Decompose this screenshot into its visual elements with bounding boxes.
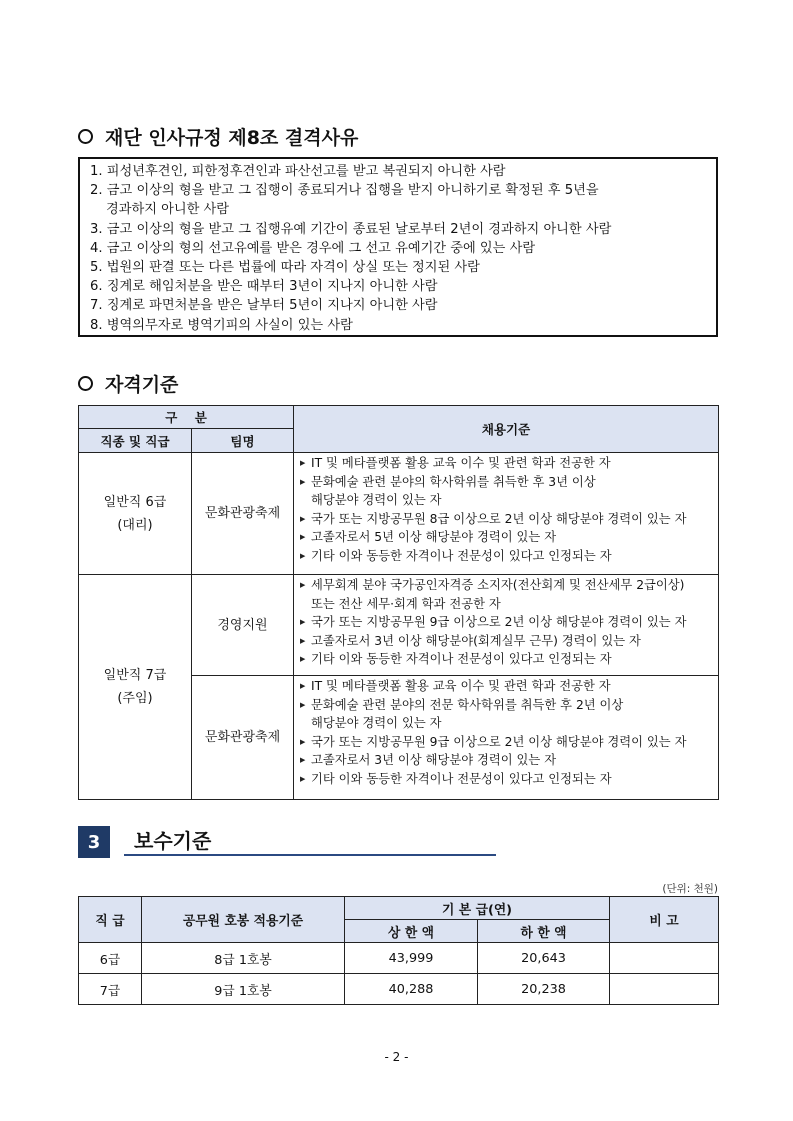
note-cell — [610, 974, 719, 1005]
criteria-item — [300, 576, 714, 613]
circle-bullet-icon — [78, 129, 93, 144]
criteria-item — [300, 510, 714, 529]
grade-cell: 6급 — [79, 943, 142, 974]
criteria-item-text: 국가 또는 지방공무원 9급 이상으로 2년 이상 해당분야 경력이 있는 자 — [311, 615, 687, 629]
header-group: 구 분 — [79, 406, 294, 429]
criteria-item — [300, 751, 714, 770]
salary-table — [78, 896, 719, 1005]
criteria-item — [300, 528, 714, 547]
triangle-bullet-icon: ▶ — [300, 581, 306, 589]
grade-cell: 7급 — [79, 974, 142, 1005]
criteria-item-text: IT 및 메타플랫폼 활용 교육 이수 및 관련 학과 전공한 자 — [311, 679, 611, 693]
disqualification-line: 8. 병역의무자로 병역기피의 사실이 있는 사람 — [90, 317, 353, 333]
triangle-bullet-icon: ▶ — [300, 533, 306, 541]
section-1-title: 재단 인사규정 제8조 결격사유 — [105, 127, 359, 149]
upper-cell: 40,288 — [345, 974, 478, 1005]
triangle-bullet-icon: ▶ — [300, 618, 306, 626]
team-cell: 문화관광축제 — [192, 676, 294, 800]
triangle-bullet-icon: ▶ — [300, 756, 306, 764]
disqualification-line: 5. 법원의 판결 또는 다른 법률에 따라 자격이 상실 또는 정지된 사람 — [90, 260, 480, 276]
criteria-item-text: 국가 또는 지방공무원 8급 이상으로 2년 이상 해당분야 경력이 있는 자 — [311, 511, 687, 526]
criteria-item-text: 고졸자로서 3년 이상 해당분야(회계실무 근무) 경력이 있는 자 — [311, 633, 641, 648]
header-upper: 상 한 액 — [345, 920, 478, 943]
section-3-title: 보수기준 — [124, 826, 496, 856]
triangle-bullet-icon: ▶ — [300, 551, 306, 560]
standard-cell: 8급 1호봉 — [142, 943, 345, 974]
header-grade: 직종 및 직급 — [79, 429, 192, 453]
disqualification-box — [78, 157, 718, 337]
triangle-bullet-icon: ▶ — [300, 774, 306, 783]
section-2-heading — [78, 370, 178, 397]
disqualification-line: 경과하지 아니한 사람 — [106, 202, 230, 218]
criteria-item — [300, 473, 714, 510]
triangle-bullet-icon: ▶ — [300, 682, 306, 690]
header-team: 팀명 — [192, 429, 294, 453]
triangle-bullet-icon: ▶ — [300, 655, 306, 663]
criteria-item — [300, 650, 714, 669]
triangle-bullet-icon: ▶ — [300, 477, 306, 486]
header-grade: 직 급 — [79, 897, 142, 943]
header-standard: 공무원 호봉 적용기준 — [142, 897, 345, 943]
criteria-item-text: 국가 또는 지방공무원 9급 이상으로 2년 이상 해당분야 경력이 있는 자 — [311, 734, 687, 749]
criteria-item — [300, 677, 714, 696]
triangle-bullet-icon: ▶ — [300, 700, 306, 709]
page-number: - 2 - — [384, 1050, 409, 1064]
criteria-item-text: 문화예술 관련 분야의 전문 학사학위를 취득한 후 2년 이상 해당분야 경력이 있는 자 — [311, 697, 624, 730]
team-cell: 경영지원 — [192, 575, 294, 676]
lower-cell: 20,238 — [478, 974, 610, 1005]
criteria-item-text: 기타 이와 동등한 자격이나 전문성이 있다고 인정되는 자 — [311, 771, 612, 786]
criteria-item — [300, 733, 714, 752]
header-lower: 하 한 액 — [478, 920, 610, 943]
criteria-item — [300, 547, 714, 566]
triangle-bullet-icon: ▶ — [300, 737, 306, 746]
grade-7-cell — [79, 575, 192, 800]
note-cell — [610, 943, 719, 974]
criteria-item-text: 기타 이와 동등한 자격이나 전문성이 있다고 인정되는 자 — [311, 548, 612, 563]
section-3-number-badge: 3 — [78, 826, 110, 858]
criteria-item — [300, 454, 714, 473]
criteria-item-text: 세무회계 분야 국가공인자격증 소지자(전산회계 및 전산세무 2급이상) 또는 전산 세무·회계 학과 전공한 자 — [311, 578, 685, 611]
table-row — [79, 943, 719, 974]
disqualification-line: 3. 금고 이상의 형을 받고 그 집행유예 기간이 종료된 날로부터 2년이 경과하지 아니한 사람 — [90, 221, 612, 237]
criteria-item — [300, 613, 714, 632]
criteria-item-text: 기타 이와 동등한 자격이나 전문성이 있다고 인정되는 자 — [311, 652, 612, 666]
header-criteria: 채용기준 — [294, 406, 719, 453]
triangle-bullet-icon: ▶ — [300, 636, 306, 645]
grade-7-name: 일반직 7급 — [103, 668, 167, 683]
triangle-bullet-icon: ▶ — [300, 514, 306, 523]
header-note: 비 고 — [610, 897, 719, 943]
disqualification-line: 4. 금고 이상의 형의 선고유예를 받은 경우에 그 선고 유예기간 중에 있는 사람 — [90, 240, 536, 256]
criteria-item-text: 문화예술 관련 분야의 학사학위를 취득한 후 3년 이상 해당분야 경력이 있는 자 — [311, 474, 596, 507]
grade-6-sub: (대리) — [117, 517, 153, 533]
standard-cell: 9급 1호봉 — [142, 974, 345, 1005]
criteria-item — [300, 696, 714, 733]
disqualification-line: 6. 징계로 해임처분을 받은 때부터 3년이 지나지 아니한 사람 — [90, 279, 438, 295]
header-base-salary: 기 본 급(연) — [345, 897, 610, 920]
criteria-list — [294, 676, 719, 800]
criteria-item-text: 고졸자로서 5년 이상 해당분야 경력이 있는 자 — [311, 530, 557, 544]
upper-cell: 43,999 — [345, 943, 478, 974]
grade-6-name: 일반직 6급 — [103, 494, 167, 510]
qualification-table — [78, 405, 719, 800]
criteria-item — [300, 770, 714, 789]
triangle-bullet-icon: ▶ — [300, 459, 306, 467]
disqualification-line: 7. 징계로 파면처분을 받은 날부터 5년이 지나지 아니한 사람 — [90, 298, 438, 314]
criteria-item — [300, 632, 714, 651]
grade-6-cell — [79, 453, 192, 575]
disqualification-line: 2. 금고 이상의 형을 받고 그 집행이 종료되거나 집행을 받지 아니하기로 확정된 후 5년을 — [90, 183, 599, 199]
unit-label: (단위: 천원) — [662, 883, 718, 895]
criteria-item-text: 고졸자로서 3년 이상 해당분야 경력이 있는 자 — [311, 753, 557, 767]
grade-7-sub: (주임) — [117, 691, 153, 706]
table-row — [79, 974, 719, 1005]
lower-cell: 20,643 — [478, 943, 610, 974]
criteria-list — [294, 453, 719, 575]
section-1-heading — [78, 123, 358, 150]
criteria-item-text: IT 및 메타플랫폼 활용 교육 이수 및 관련 학과 전공한 자 — [311, 456, 611, 470]
circle-bullet-icon — [78, 376, 93, 391]
section-2-title: 자격기준 — [105, 374, 179, 396]
criteria-list — [294, 575, 719, 676]
team-cell: 문화관광축제 — [192, 453, 294, 575]
disqualification-line: 1. 피성년후견인, 피한정후견인과 파산선고를 받고 복권되지 아니한 사람 — [90, 164, 506, 179]
